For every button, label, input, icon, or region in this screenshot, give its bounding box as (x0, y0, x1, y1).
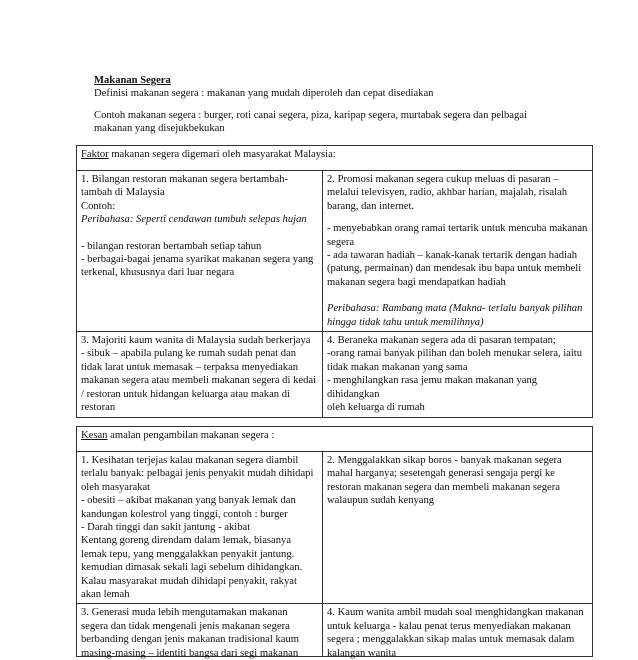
intro-section (94, 74, 614, 136)
text-line: oleh keluarga di rumah (327, 402, 425, 414)
effects-header-text: amalan pengambilan makanan segera : (107, 430, 275, 441)
effects-header (77, 427, 593, 452)
effect-cell-3 (77, 604, 323, 657)
text-line: restoran (81, 402, 116, 414)
text-line: (patung, permainan) dan mendesak ibu bapa untuk membeli (327, 263, 582, 275)
text-line: mahal harganya; sesetengah generasi sengaja pergi ke (327, 468, 555, 480)
text-line: akan lemah (81, 589, 130, 601)
effect-cell-1 (77, 452, 323, 604)
proverb-line: hingga tidak tahu untuk memilihnya) (327, 316, 484, 328)
text-line (81, 227, 319, 240)
text-line: tidak larat untuk memasak – terpaksa menyediakan (81, 361, 299, 373)
section-heading: Makanan Segera (94, 75, 171, 86)
factors-header-keyword: Faktor (81, 149, 109, 160)
text-line: makanan segera atau membeli makanan segera di kedai (81, 375, 317, 387)
text-line: - obesiti – akibat makanan yang banyak lemak dan (81, 495, 296, 507)
text-line: 2. Promosi makanan segera cukup meluas di pasaran – (327, 174, 559, 185)
text-line: segera dan tidak mengenali jenis makanan segera (81, 620, 290, 632)
text-line (327, 213, 589, 222)
text-line: lemak tepu, yang menggalakkan penyakit jantung. (81, 548, 295, 560)
text-line: terkenal, khususnya dari luar negara (81, 267, 235, 279)
text-line: kemudian dimasak sekali lagi sebelum dihidangkan. (81, 562, 303, 574)
text-line (327, 289, 589, 302)
text-line: Kentang goreng direndam dalam lemak, biasanya (81, 535, 292, 547)
effects-header-keyword: Kesan (81, 430, 108, 441)
text-line: 1. Kesihatan terjejas kalau makanan segera diambil (81, 455, 299, 466)
text-line: - sibuk – apabila pulang ke rumah sudah penat dan (81, 348, 297, 360)
effects-table (76, 426, 593, 657)
text-line: walaupun sudah kenyang (327, 495, 435, 507)
effect-cell-4 (323, 604, 593, 657)
example-line-2: makanan yang disejukbekukan (94, 123, 225, 135)
text-line: tidak makan makanan yang sama (327, 361, 468, 373)
text-line: - menyebabkan orang ramai tertarik untuk mencuba makanan (327, 223, 588, 235)
text-line: - bilangan restoran bertambah setiap tahun (81, 240, 262, 252)
text-line: kalangan wanita (327, 647, 397, 659)
text-line: -orang ramai banyak pilihan dan boleh menukar selera, iaitu (327, 348, 583, 360)
text-line: - berbagai-bagai jenama syarikat makanan segera yang (81, 254, 314, 266)
effect-cell-3-content (81, 606, 319, 659)
text-line: berbanding dengan jenis makanan tradisional kaum (81, 634, 299, 646)
text-line: - Darah tinggi dan sakit jantung - akibat (81, 522, 251, 534)
text-line: - menghilangkan rasa jemu makan makanan yang dihidangkan (327, 375, 538, 400)
factor-cell-4 (323, 332, 593, 417)
text-line: terlalu banyak: pelbagai jenis penyakit mudah dihidapi (81, 468, 314, 480)
example-line-1: Contoh makanan segera : burger, roti canai segera, piza, karipap segera, murtabak segera dan pelbagai (94, 109, 527, 121)
text-line: 1. Bilangan restoran makanan segera bertambah- (81, 174, 289, 185)
text-line: segera ; menggalakkan sikap malas untuk memasak dalam (327, 634, 575, 646)
text-line: Kalau masyarakat mudah dihidapi penyakit, rakyat (81, 575, 297, 587)
effect-cell-4-content (327, 606, 589, 659)
text-line: makanan segera bagi mendapatkan hadiah (327, 276, 506, 288)
text-line: 2. Menggalakkan sikap boros - banyak makanan segera (327, 455, 562, 466)
text-line: barang, dan internet. (327, 200, 415, 212)
factor-cell-3 (77, 332, 323, 417)
text-line: untuk keluarga - kalau penat terus menyediakan makanan (327, 620, 571, 632)
text-line: / restoran untuk hidangan keluarga atau makan di (81, 388, 290, 400)
text-line: 3. Generasi muda lebih mengutamakan makanan (81, 607, 288, 619)
text-line: segera (327, 236, 355, 248)
proverb-line: Peribahasa: Seperti cendawan tumbuh selepas hujan (81, 214, 307, 226)
factor-cell-2 (323, 171, 593, 332)
factors-header-text: makanan segera digemari oleh masyarakat Malaysia: (108, 149, 336, 160)
text-line: masing-masing – identiti bangsa dari segi makanan (81, 647, 299, 659)
text-line: 4. Beraneka makanan segera ada di pasaran tempatan; (327, 335, 556, 347)
factors-table (76, 145, 593, 418)
text-line: melalui televisyen, radio, akhbar harian, majalah, risalah (327, 187, 568, 199)
text-line: - ada tawaran hadiah – kanak-kanak tertarik dengan hadiah (327, 250, 578, 262)
factors-header (77, 146, 593, 171)
text-line: 4. Kaum wanita ambil mudah soal menghidangkan makanan (327, 607, 584, 619)
text-line: 3. Majoriti kaum wanita di Malaysia sudah berkerjaya (81, 335, 311, 347)
definition-line: Definisi makanan segera : makanan yang mudah diperoleh dan cepat disediakan (94, 88, 434, 100)
text-line: oleh masyarakat (81, 481, 151, 493)
text-line: Contoh: (81, 200, 116, 212)
text-line: tambah di Malaysia (81, 187, 165, 199)
text-line: restoran makanan segera dan membeli makanan segera (327, 481, 560, 493)
text-line: kandungan kolestrol yang tinggi, contoh : burger (81, 508, 288, 520)
proverb-line: Peribahasa: Rambang mata (Makna- terlalu banyak pilihan (327, 303, 583, 315)
factor-cell-1 (77, 171, 323, 332)
effect-cell-2 (323, 452, 593, 604)
